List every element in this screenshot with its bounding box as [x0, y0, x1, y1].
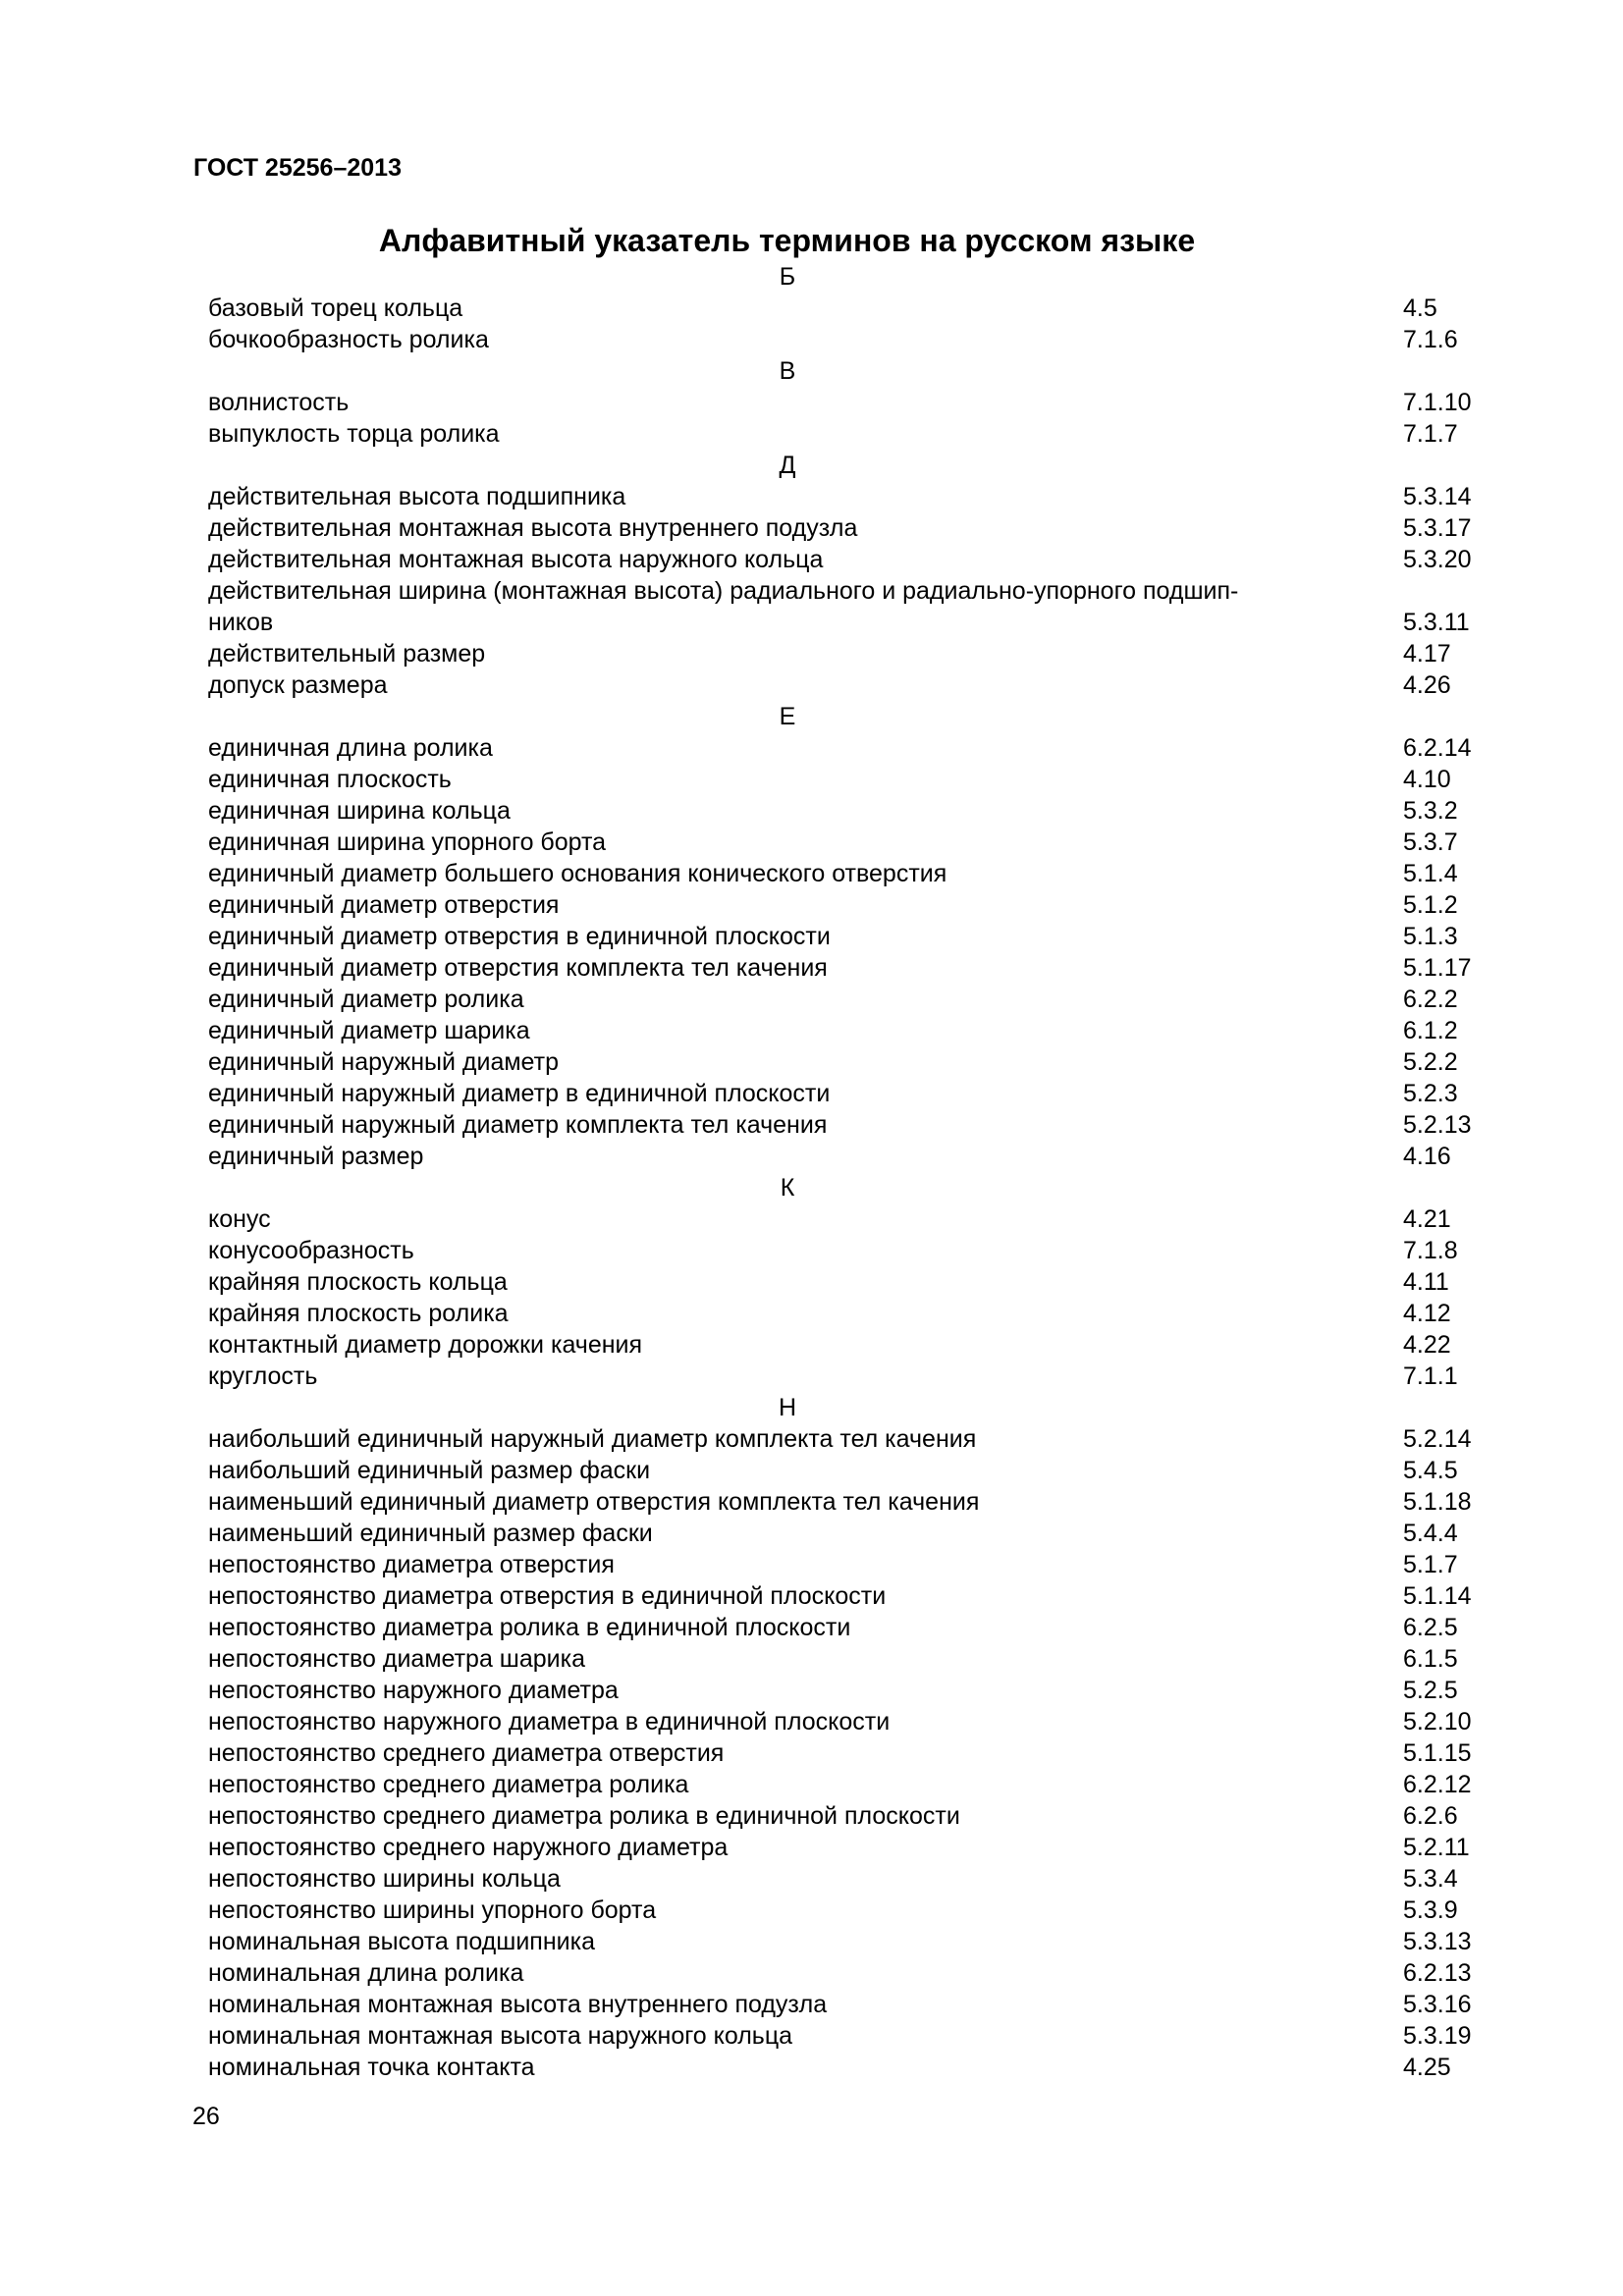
entry-reference: 4.11: [1403, 1268, 1449, 1296]
index-entry: [208, 2052, 1485, 2083]
section-letter: К: [780, 1174, 795, 1201]
entry-term: непостоянство среднего диаметра отверстия: [208, 1739, 725, 1767]
entry-reference: 5.3.2: [1403, 797, 1458, 825]
index-entry: [208, 669, 1485, 701]
entry-term: действительная высота подшипника: [208, 483, 626, 510]
index-entry: [208, 1141, 1485, 1172]
index-entry: [208, 1612, 1485, 1643]
entry-term: действительная монтажная высота наружного кольца: [208, 546, 824, 573]
entry-reference: 5.2.11: [1403, 1834, 1470, 1861]
index-entry: [208, 732, 1485, 764]
entry-term: непостоянство диаметра шарика: [208, 1645, 586, 1673]
entry-term: единичный диаметр отверстия в единичной плоскости: [208, 923, 831, 950]
index-entry: [208, 418, 1485, 450]
entry-term: базовый торец кольца: [208, 294, 463, 322]
entry-reference: 5.3.14: [1403, 483, 1472, 510]
entry-reference: 5.3.13: [1403, 1928, 1472, 1955]
entry-term: круглость: [208, 1362, 318, 1390]
section-letter: В: [779, 357, 796, 385]
index-entry: [208, 795, 1485, 827]
index-entry: [208, 2020, 1485, 2052]
section-letter: Е: [779, 703, 796, 730]
index-entry: [208, 293, 1485, 324]
index-entry: [208, 984, 1485, 1015]
entry-reference: 7.1.1: [1403, 1362, 1458, 1390]
entry-reference: 5.3.16: [1403, 1991, 1472, 2018]
entry-term: единичный размер: [208, 1143, 424, 1170]
entry-reference: 5.3.17: [1403, 514, 1472, 542]
index-entry: [208, 638, 1485, 669]
entry-reference: 6.1.2: [1403, 1017, 1458, 1044]
entry-reference: 4.5: [1403, 294, 1437, 322]
entry-term: единичный диаметр ролика: [208, 986, 524, 1013]
index-entry: [208, 1926, 1485, 1957]
entry-term: единичная ширина упорного борта: [208, 828, 607, 856]
entry-term: действительная ширина (монтажная высота) радиального и радиально-упорного подшип-: [208, 577, 1239, 605]
index-entry: [208, 1580, 1485, 1612]
entry-reference: 5.4.4: [1403, 1520, 1458, 1547]
index-entry: [208, 1046, 1485, 1078]
entry-reference: 5.2.5: [1403, 1677, 1458, 1704]
entry-term: наименьший единичный диаметр отверстия комплекта тел качения: [208, 1488, 980, 1516]
index-entry: [208, 512, 1485, 544]
entry-reference: 4.10: [1403, 766, 1451, 793]
index-entry: [208, 889, 1485, 921]
entry-term: номинальная монтажная высота наружного кольца: [208, 2022, 793, 2050]
entry-reference: 5.2.3: [1403, 1080, 1458, 1107]
index-entry: [208, 1800, 1485, 1832]
section-letter: Н: [778, 1394, 797, 1421]
entry-reference: 5.2.13: [1403, 1111, 1472, 1139]
entry-term: непостоянство среднего наружного диаметра: [208, 1834, 729, 1861]
index-entry: [208, 481, 1485, 512]
entry-term: непостоянство диаметра отверстия в единичной плоскости: [208, 1582, 887, 1610]
entry-term: непостоянство диаметра отверстия: [208, 1551, 615, 1578]
entry-term: единичный наружный диаметр: [208, 1048, 559, 1076]
index-entry: [208, 607, 1485, 638]
index-entry: [208, 1989, 1485, 2020]
entry-term: единичный диаметр большего основания конического отверстия: [208, 860, 947, 887]
index-entry: [208, 1706, 1485, 1737]
entry-term: конусообразность: [208, 1237, 414, 1264]
entry-reference: 5.3.20: [1403, 546, 1472, 573]
entry-reference: 5.1.18: [1403, 1488, 1472, 1516]
page-number: 26: [192, 2103, 220, 2130]
section-letter: Д: [779, 452, 796, 479]
entry-reference: 5.1.15: [1403, 1739, 1472, 1767]
entry-term: контактный диаметр дорожки качения: [208, 1331, 643, 1359]
index-entry: [208, 1109, 1485, 1141]
entry-reference: 5.1.7: [1403, 1551, 1458, 1578]
entry-reference: 6.2.6: [1403, 1802, 1458, 1830]
index-entry: [208, 1423, 1485, 1455]
entry-term: наименьший единичный размер фаски: [208, 1520, 653, 1547]
index-entry: [208, 1957, 1485, 1989]
entry-reference: 6.2.13: [1403, 1959, 1472, 1987]
entry-reference: 5.3.9: [1403, 1896, 1458, 1924]
entry-term: наибольший единичный размер фаски: [208, 1457, 651, 1484]
entry-reference: 5.2.14: [1403, 1425, 1472, 1453]
entry-reference: 5.3.7: [1403, 828, 1458, 856]
index-entry: [208, 1895, 1485, 1926]
index-entry: [208, 544, 1485, 575]
index-entry: [208, 858, 1485, 889]
entry-reference: 5.1.17: [1403, 954, 1472, 982]
entry-reference: 4.17: [1403, 640, 1451, 667]
entry-reference: 5.1.2: [1403, 891, 1458, 919]
index-entry: [208, 1266, 1485, 1298]
entry-reference: 6.2.14: [1403, 734, 1472, 762]
entry-term: крайняя плоскость ролика: [208, 1300, 509, 1327]
index-entry: [208, 921, 1485, 952]
index-entry: [208, 1832, 1485, 1863]
page-title: Алфавитный указатель терминов на русском языке: [378, 223, 1196, 258]
index-entry: [208, 1863, 1485, 1895]
index-entry: [208, 575, 1485, 607]
index-entry: [208, 1361, 1485, 1392]
entry-reference: 4.25: [1403, 2054, 1451, 2081]
index-entry: [208, 1675, 1485, 1706]
entry-term: непостоянство ширины кольца: [208, 1865, 561, 1893]
index-entry: [208, 1455, 1485, 1486]
entry-term: выпуклость торца ролика: [208, 420, 500, 448]
entry-reference: 4.16: [1403, 1143, 1451, 1170]
document-code: ГОСТ 25256–2013: [193, 154, 402, 182]
entry-reference: 7.1.7: [1403, 420, 1458, 448]
entry-term: ников: [208, 609, 274, 636]
index-entry: [208, 1549, 1485, 1580]
entry-reference: 5.3.4: [1403, 1865, 1458, 1893]
entry-term: номинальная высота подшипника: [208, 1928, 595, 1955]
entry-term: непостоянство среднего диаметра ролика: [208, 1771, 689, 1798]
entry-reference: 4.12: [1403, 1300, 1451, 1327]
entry-term: номинальная точка контакта: [208, 2054, 535, 2081]
index-entry: [208, 952, 1485, 984]
entry-term: бочкообразность ролика: [208, 326, 489, 353]
index-entry: [208, 1015, 1485, 1046]
entry-term: непостоянство диаметра ролика в единичной плоскости: [208, 1614, 851, 1641]
index-entry: [208, 1298, 1485, 1329]
entry-reference: 6.2.5: [1403, 1614, 1458, 1641]
index-entry: [208, 1078, 1485, 1109]
entry-reference: 4.21: [1403, 1205, 1451, 1233]
entry-reference: 5.1.14: [1403, 1582, 1472, 1610]
section-letter: Б: [779, 263, 796, 291]
entry-term: непостоянство наружного диаметра в единичной плоскости: [208, 1708, 891, 1735]
index-entry: [208, 324, 1485, 355]
entry-term: единичный наружный диаметр в единичной плоскости: [208, 1080, 831, 1107]
entry-term: допуск размера: [208, 671, 388, 699]
entry-reference: 5.4.5: [1403, 1457, 1458, 1484]
term-index: [208, 261, 1485, 2083]
entry-reference: 6.1.5: [1403, 1645, 1458, 1673]
entry-term: единичная длина ролика: [208, 734, 493, 762]
entry-term: действительный размер: [208, 640, 486, 667]
entry-term: непостоянство среднего диаметра ролика в единичной плоскости: [208, 1802, 960, 1830]
entry-reference: 4.26: [1403, 671, 1451, 699]
index-entry: [208, 1643, 1485, 1675]
entry-reference: 5.3.11: [1403, 609, 1470, 636]
entry-reference: 6.2.12: [1403, 1771, 1472, 1798]
index-entry: [208, 1769, 1485, 1800]
entry-term: единичный диаметр отверстия комплекта тел качения: [208, 954, 828, 982]
entry-term: номинальная монтажная высота внутреннего подузла: [208, 1991, 828, 2018]
index-entry: [208, 1329, 1485, 1361]
index-entry: [208, 1518, 1485, 1549]
entry-term: волнистость: [208, 389, 350, 416]
index-entry: [208, 1486, 1485, 1518]
entry-term: конус: [208, 1205, 271, 1233]
entry-term: непостоянство наружного диаметра: [208, 1677, 619, 1704]
entry-term: крайняя плоскость кольца: [208, 1268, 508, 1296]
entry-reference: 5.1.3: [1403, 923, 1458, 950]
entry-term: действительная монтажная высота внутреннего подузла: [208, 514, 858, 542]
entry-term: единичная плоскость: [208, 766, 452, 793]
index-entry: [208, 387, 1485, 418]
index-entry: [208, 1203, 1485, 1235]
entry-term: номинальная длина ролика: [208, 1959, 524, 1987]
entry-reference: 6.2.2: [1403, 986, 1458, 1013]
entry-term: единичный диаметр отверстия: [208, 891, 560, 919]
index-entry: [208, 1235, 1485, 1266]
entry-reference: 7.1.6: [1403, 326, 1458, 353]
index-entry: [208, 1737, 1485, 1769]
entry-reference: 7.1.8: [1403, 1237, 1458, 1264]
entry-reference: 5.3.19: [1403, 2022, 1472, 2050]
index-entry: [208, 764, 1485, 795]
entry-term: наибольший единичный наружный диаметр комплекта тел качения: [208, 1425, 977, 1453]
entry-reference: 7.1.10: [1403, 389, 1472, 416]
entry-term: единичный диаметр шарика: [208, 1017, 530, 1044]
entry-term: единичный наружный диаметр комплекта тел качения: [208, 1111, 828, 1139]
entry-reference: 5.1.4: [1403, 860, 1458, 887]
entry-term: единичная ширина кольца: [208, 797, 511, 825]
entry-reference: 5.2.2: [1403, 1048, 1458, 1076]
entry-term: непостоянство ширины упорного борта: [208, 1896, 657, 1924]
entry-reference: 5.2.10: [1403, 1708, 1472, 1735]
index-entry: [208, 827, 1485, 858]
entry-reference: 4.22: [1403, 1331, 1451, 1359]
